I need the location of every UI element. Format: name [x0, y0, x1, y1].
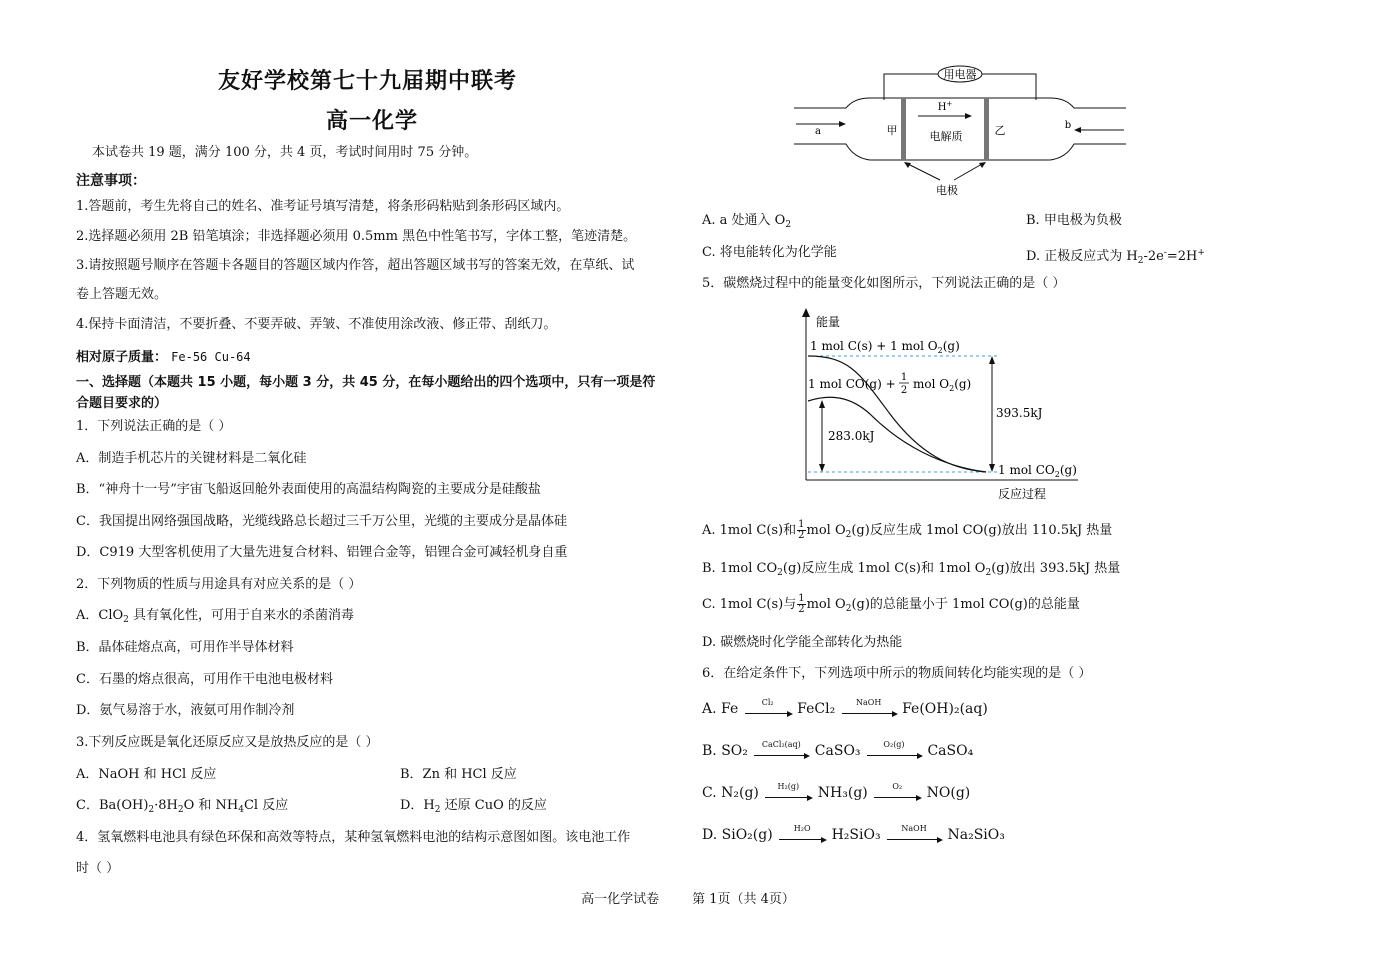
q4-d-mid: -2e [1143, 249, 1164, 264]
appliance-label: 用电器 [943, 68, 977, 81]
intermediate: CaSO₃ [814, 743, 861, 759]
level2-label-post: mol $O_2(g)$ [913, 377, 972, 393]
reaction-condition: O₂ [892, 782, 903, 791]
q5-a-post: mol O [806, 523, 846, 538]
frac-den: 2 [798, 604, 805, 615]
q5-a-sub: 2 [845, 530, 852, 540]
q1-option-c: C．我国提出网络强国战略，光缆线路总长超过三千万公里，光缆的主要成分是晶体硅 [76, 514, 567, 529]
q5-stem: 5．碳燃烧过程中的能量变化如图所示，下列说法正确的是（ ） [702, 276, 1066, 291]
q4-option-d [1026, 244, 1205, 270]
q5-b-end: (g)放出 393.5kJ 热量 [991, 561, 1121, 576]
q3-option-a: A．NaOH 和 HCl 反应 [76, 767, 217, 782]
q3-c-sub: 4 [238, 805, 244, 815]
product: NO(g) [926, 785, 971, 801]
level3-label: 1 mol $CO_2(g)$ [998, 463, 1077, 479]
fuel-cell-diagram [790, 62, 1130, 202]
q5-b-pre: B. 1mol CO [702, 561, 778, 576]
notice-item: 卷上答题无效。 [76, 287, 168, 302]
energy-diagram [790, 304, 1090, 504]
atomic-mass [76, 346, 251, 365]
frac-num: 1 [798, 519, 805, 530]
q3-c-post: Cl 反应 [243, 798, 289, 813]
q4-d-sub: 2 [1137, 256, 1144, 266]
chamber-right-label: 乙 [994, 124, 1006, 137]
reaction-arrow [887, 824, 941, 842]
q4-a-sub: 2 [785, 220, 792, 230]
level2-label: 1 mol CO(g) + [808, 377, 896, 391]
x-axis-label: 反应过程 [998, 487, 1047, 501]
reaction-condition: H₂O [793, 824, 811, 833]
frac-den: 2 [798, 530, 805, 541]
q2-a-post: 具有氧化性，可用于自来水的杀菌消毒 [128, 608, 355, 623]
chamber-left-label: 甲 [886, 124, 898, 137]
q6-stem: 6．在给定条件下，下列选项中所示的物质间转化均能实现的是（ ） [702, 666, 1092, 681]
q1-option-a: A．制造手机芯片的关键材料是二氧化硅 [76, 451, 307, 466]
reactant: N₂(g) [721, 785, 759, 801]
q3-option-d [400, 797, 547, 819]
y-axis-label: 能量 [816, 315, 841, 329]
frac-num: 1 [798, 593, 805, 604]
reaction-arrow [867, 740, 921, 758]
level2-frac-num: 1 [900, 372, 908, 383]
q4-d-sup: - [1163, 248, 1167, 258]
reactant: SO₂ [721, 743, 748, 759]
level1-label: 1 mol C(s) + 1 mol $O_2(g)$ [810, 339, 960, 355]
reaction-condition: Cl₂ [761, 698, 774, 707]
q4-stem: 4．氢氧燃料电池具有绿色环保和高效等特点，某种氢氧燃料电池的结构示意图如图。该电池工作 [76, 830, 631, 845]
q4-option-c: C. 将电能转化为化学能 [702, 245, 837, 260]
notice-item: 1.答题前，考生先将自己的姓名、准考证号填写清楚，将条形码粘贴到条形码区域内。 [76, 199, 570, 214]
q5-c-fraction [797, 594, 805, 615]
level2-frac-den: 2 [900, 385, 908, 396]
option-label: A. [702, 701, 717, 717]
q4-d-sup: + [1197, 248, 1205, 258]
q2-a-pre: A．ClO [76, 608, 124, 623]
atomic-mass-label: 相对原子质量： [76, 350, 168, 365]
reaction-condition: NaOH [856, 698, 882, 707]
q4-option-a [702, 212, 791, 234]
q3-d-post: 还原 CuO 的反应 [440, 798, 547, 813]
electrode-left [901, 98, 906, 160]
q3-c-sub: 2 [148, 805, 155, 815]
q2-option-c: C．石墨的熔点很高，可用作干电池电极材料 [76, 672, 333, 687]
q6-option-d [702, 824, 1005, 843]
q4-d-post: =2H [1166, 249, 1198, 264]
reaction-arrow [874, 782, 920, 800]
electrode-right [984, 98, 989, 160]
q5-c-end: (g)的总能量小于 1mol CO(g)的总能量 [851, 597, 1080, 612]
q5-a-end: (g)反应生成 1mol CO(g)放出 110.5kJ 热量 [851, 523, 1113, 538]
option-label: D. [702, 827, 718, 843]
section-heading-line2: 合题目要求的） [76, 396, 168, 411]
notice-item: 2.选择题必须用 2B 铅笔填涂；非选择题必须用 0.5mm 黑色中性笔书写，字体工整，笔迹清楚。 [76, 229, 637, 244]
q2-option-b: B．晶体硅熔点高，可用作半导体材料 [76, 640, 294, 655]
q5-b-sub: 2 [777, 568, 783, 578]
exam-intro: 本试卷共 19 题，满分 100 分，共 4 页，考试时间用时 75 分钟。 [92, 145, 478, 160]
reaction-arrow [745, 698, 791, 716]
notice-item: 3.请按照题号顺序在答题卡各题目的答题区域内作答，超出答题区域书写的答案无效，在草纸、试 [76, 258, 635, 273]
inlet-a-label: a [815, 126, 821, 137]
reaction-condition: O₂(g) [883, 740, 905, 749]
q6-option-c [702, 782, 971, 801]
q4-option-b: B. 甲电极为负极 [1026, 213, 1122, 228]
q5-a-fraction [797, 520, 805, 541]
q5-option-a [702, 520, 1112, 544]
subject-title: 高一化学 [326, 108, 419, 134]
q5-c-post: mol O [806, 597, 846, 612]
q4-stem-cont: 时（ ） [76, 861, 120, 876]
notice-item: 4.保持卡面清洁，不要折叠、不要弄破、弄皱、不准使用涂改液、修正带、刮纸刀。 [76, 317, 557, 332]
school-title: 友好学校第七十九届期中联考 [218, 68, 518, 94]
q3-stem: 3.下列反应既是氧化还原反应又是放热反应的是（ ） [76, 735, 379, 750]
page-footer: 高一化学试卷 第 1页（共 4页） [581, 892, 795, 907]
q3-c-mid: ·8H [154, 798, 178, 813]
intermediate: NH₃(g) [817, 785, 868, 801]
reaction-arrow [765, 782, 811, 800]
q3-c-mid: O 和 NH [183, 798, 239, 813]
q3-d-sub: 2 [434, 805, 441, 815]
q3-c-pre: C．Ba(OH) [76, 798, 149, 813]
q5-b-mid: (g)反应生成 1mol C(s)和 1mol O [782, 561, 986, 576]
reaction-condition: H₂(g) [777, 782, 800, 791]
reactant: SiO₂(g) [721, 827, 773, 843]
q5-option-c [702, 594, 1080, 618]
notice-heading: 注意事项： [76, 173, 146, 189]
q3-option-c [76, 797, 288, 819]
inlet-b-label: b [1064, 120, 1072, 131]
electrolyte-label: 电解质 [929, 130, 963, 143]
intermediate: FeCl₂ [797, 701, 836, 717]
reaction-condition: CaCl₂(aq) [761, 740, 801, 749]
q4-a-pre: A. a 处通入 O [702, 213, 786, 228]
reaction-arrow [842, 698, 896, 716]
q3-c-sub: 2 [177, 805, 184, 815]
q1-option-d: D．C919 大型客机使用了大量先进复合材料、铝锂合金等，铝锂合金可减轻机身自重 [76, 545, 568, 560]
product: CaSO₄ [927, 743, 974, 759]
product: Na₂SiO₃ [947, 827, 1005, 843]
q5-option-d: D. 碳燃烧时化学能全部转化为热能 [702, 635, 903, 650]
q3-d-pre: D．H [400, 798, 435, 813]
q2-option-d: D．氨气易溶于水，液氨可用作制冷剂 [76, 703, 295, 718]
q1-option-b: B．“神舟十一号”宇宙飞船返回舱外表面使用的高温结构陶瓷的主要成分是硅酸盐 [76, 482, 541, 497]
electrode-label: 电极 [936, 184, 958, 197]
reaction-arrow [754, 740, 808, 758]
section-heading-line1: 一、选择题（本题共 15 小题，每小题 3 分，共 45 分，在每小题给出的四个选项中，只有一项是符 [76, 375, 656, 390]
q3-option-b: B．Zn 和 HCl 反应 [400, 767, 517, 782]
q5-c-pre: C. 1mol C(s)与 [702, 597, 797, 612]
atomic-mass-values: Fe-56 Cu-64 [171, 350, 251, 364]
dh-total-label: 393.5kJ [996, 406, 1043, 420]
option-label: B. [702, 743, 717, 759]
intermediate: H₂SiO₃ [831, 827, 881, 843]
q5-option-b [702, 560, 1120, 582]
q4-d-pre: D. 正极反应式为 H [1026, 249, 1138, 264]
q6-option-b [702, 740, 974, 759]
reaction-condition: NaOH [901, 824, 927, 833]
q5-c-sub: 2 [845, 604, 852, 614]
proton-label: H+ [937, 100, 953, 113]
option-label: C. [702, 785, 717, 801]
reaction-arrow [779, 824, 825, 842]
q2-a-sub: 2 [123, 615, 129, 625]
q1-stem: 1．下列说法正确的是（ ） [76, 419, 232, 434]
q5-b-sub: 2 [985, 568, 992, 578]
q2-option-a [76, 607, 354, 629]
product: Fe(OH)₂(aq) [902, 701, 988, 717]
curve-direct [808, 356, 986, 472]
q6-option-a [702, 698, 988, 717]
dh-co-label: 283.0kJ [828, 429, 875, 443]
q2-stem: 2．下列物质的性质与用途具有对应关系的是（ ） [76, 577, 362, 592]
q5-a-pre: A. 1mol C(s)和 [702, 523, 797, 538]
reactant: Fe [721, 701, 739, 717]
